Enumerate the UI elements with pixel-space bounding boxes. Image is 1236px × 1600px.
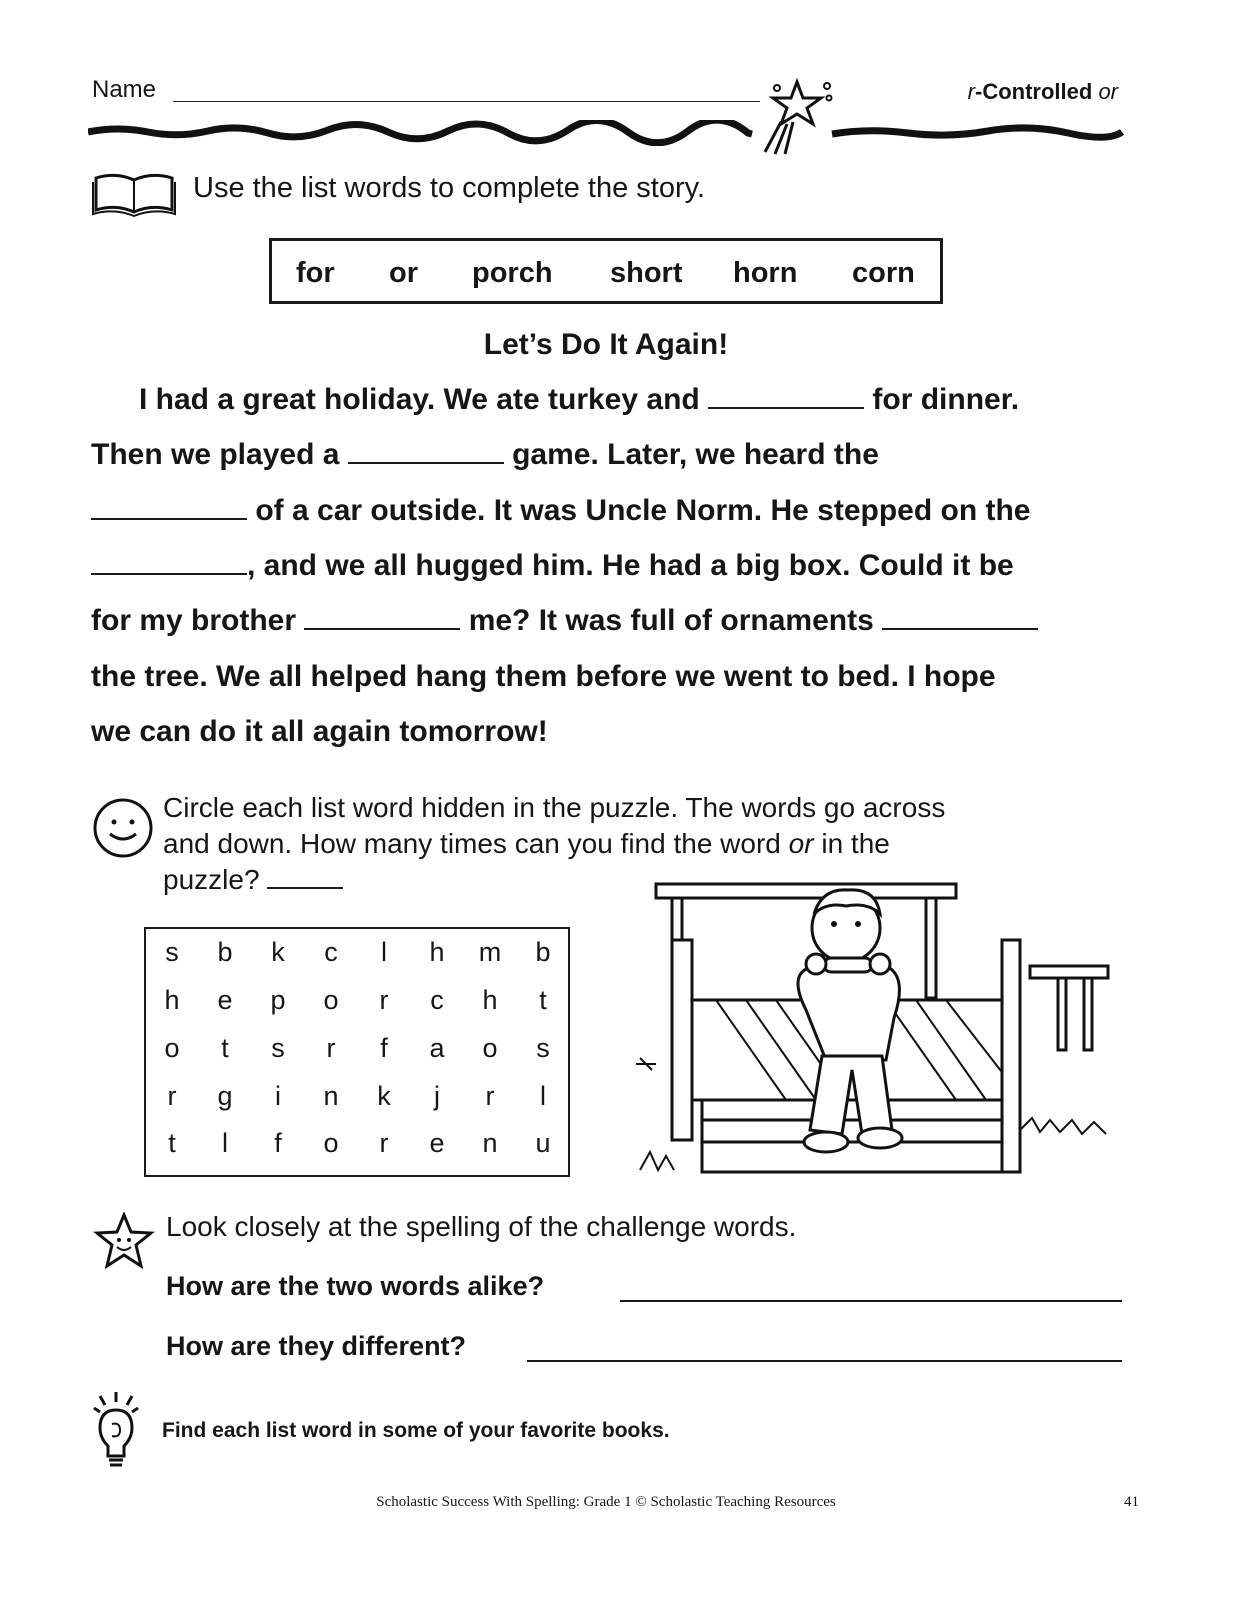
puzzle-letter[interactable]: h [482, 985, 498, 1015]
tip-text: Find each list word in some of your favorite books. [162, 1419, 670, 1442]
story-line: we can do it all again tomorrow! [91, 715, 548, 748]
puzzle-letter[interactable]: p [270, 985, 286, 1015]
topic-label: r-Controlled or [967, 79, 1118, 104]
header-rule [88, 120, 1124, 146]
puzzle-letter[interactable]: r [167, 1081, 177, 1111]
word-list-item: porch [472, 257, 553, 289]
puzzle-letter[interactable]: h [429, 937, 445, 967]
puzzle-letter[interactable]: l [381, 937, 387, 967]
puzzle-letter[interactable]: t [221, 1033, 229, 1063]
alike-question: How are the two words alike? [166, 1271, 545, 1301]
puzzle-letter[interactable]: o [482, 1033, 498, 1063]
story-line: of a car outside. It was Uncle Norm. He stepped on the [91, 494, 1031, 528]
puzzle-letter[interactable]: s [165, 937, 179, 967]
puzzle-letter[interactable]: o [164, 1033, 180, 1063]
name-label: Name [92, 76, 157, 103]
puzzle-letter[interactable]: m [478, 937, 502, 967]
answer-blank[interactable] [882, 606, 1038, 630]
answer-blank[interactable] [91, 551, 247, 575]
footer-credit: Scholastic Success With Spelling: Grade 1 © Scholastic Teaching Resources [376, 1494, 836, 1510]
puzzle-letter[interactable]: u [535, 1128, 551, 1158]
word-list-item: for [296, 257, 335, 289]
different-question: How are they different? [166, 1331, 467, 1361]
smiling-star-icon [91, 1212, 157, 1272]
puzzle-letter[interactable]: t [539, 985, 547, 1015]
answer-blank[interactable] [304, 606, 460, 630]
different-answer-line[interactable] [527, 1360, 1122, 1362]
puzzle-letter[interactable]: j [434, 1081, 440, 1111]
count-answer-line[interactable] [267, 869, 343, 889]
puzzle-letter[interactable]: r [379, 1128, 389, 1158]
puzzle-letter[interactable]: l [222, 1128, 228, 1158]
story-line: I had a great holiday. We ate turkey and for dinner. [139, 383, 1020, 416]
puzzle-letter[interactable]: b [535, 937, 551, 967]
puzzle-letter[interactable]: e [217, 985, 233, 1015]
word-list-item: or [389, 257, 418, 289]
word-list-box [269, 238, 943, 304]
puzzle-letter[interactable]: o [323, 1128, 339, 1158]
smiley-face-icon [91, 796, 155, 860]
answer-blank[interactable] [348, 440, 504, 464]
page-number: 41 [1124, 1494, 1139, 1510]
puzzle-letter[interactable]: k [377, 1081, 391, 1111]
puzzle-letter[interactable]: r [326, 1033, 336, 1063]
puzzle-letter[interactable]: n [482, 1128, 498, 1158]
book-icon [90, 170, 178, 218]
puzzle-letter[interactable]: r [379, 985, 389, 1015]
boy-on-porch-illustration [636, 880, 1116, 1180]
puzzle-letter[interactable]: b [217, 937, 233, 967]
puzzle-letter[interactable]: h [164, 985, 180, 1015]
puzzle-letter[interactable]: s [271, 1033, 285, 1063]
puzzle-letter[interactable]: n [323, 1081, 339, 1111]
word-list-item: corn [852, 257, 915, 289]
name-field-line[interactable] [173, 101, 760, 102]
answer-blank[interactable] [708, 385, 864, 409]
word-search-puzzle [144, 927, 570, 1177]
story-line: Then we played a game. Later, we heard the [91, 438, 879, 471]
puzzle-letter[interactable]: g [217, 1081, 233, 1111]
story-instruction: Use the list words to complete the story. [193, 172, 706, 204]
puzzle-letter[interactable]: c [324, 937, 338, 967]
alike-answer-line[interactable] [620, 1300, 1122, 1302]
puzzle-instruction: Circle each list word hidden in the puzzle. The words go across and down. How many times can you find the word or in the puzzle? [163, 792, 946, 895]
challenge-instruction: Look closely at the spelling of the challenge words. [166, 1211, 797, 1242]
puzzle-letter[interactable]: l [540, 1081, 546, 1111]
puzzle-letter[interactable]: f [274, 1128, 282, 1158]
word-list-item: short [610, 257, 683, 289]
story-line: for my brother me? It was full of ornaments [91, 604, 1038, 638]
lightbulb-icon [92, 1388, 140, 1472]
answer-blank[interactable] [91, 496, 247, 520]
puzzle-letter[interactable]: k [271, 937, 285, 967]
puzzle-letter[interactable]: s [536, 1033, 550, 1063]
word-list-item: horn [733, 257, 798, 289]
story-line: , and we all hugged him. He had a big box. Could it be [91, 549, 1014, 583]
puzzle-letter[interactable]: f [380, 1033, 388, 1063]
puzzle-letter[interactable]: e [429, 1128, 445, 1158]
puzzle-letter[interactable]: t [168, 1128, 176, 1158]
puzzle-letter[interactable]: o [323, 985, 339, 1015]
story-title: Let’s Do It Again! [483, 328, 729, 361]
puzzle-letter[interactable]: c [430, 985, 444, 1015]
puzzle-letter[interactable]: i [275, 1081, 281, 1111]
story-line: the tree. We all helped hang them before we went to bed. I hope [91, 660, 996, 693]
puzzle-letter[interactable]: a [429, 1033, 445, 1063]
puzzle-letter[interactable]: r [485, 1081, 495, 1111]
